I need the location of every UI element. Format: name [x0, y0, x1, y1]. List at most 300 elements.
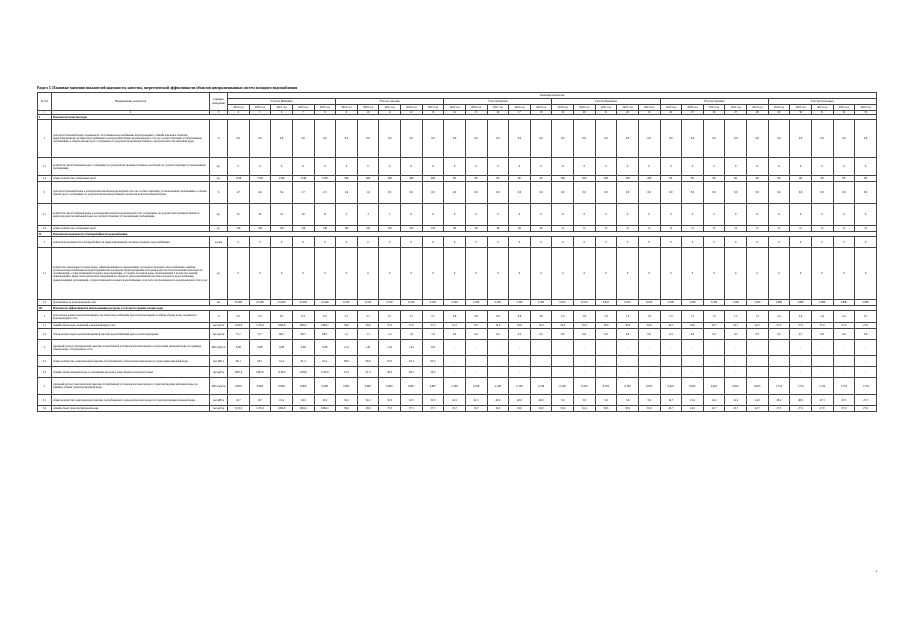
- value-cell: 1,5: [725, 311, 747, 323]
- value-cell: 68: [833, 176, 855, 182]
- indicator-unit: ед.: [210, 176, 228, 182]
- value-cell: 0,0: [703, 120, 725, 158]
- column-number: 25: [682, 111, 704, 115]
- value-cell: 0: [682, 158, 704, 176]
- column-number: 18: [530, 111, 552, 115]
- value-cell: 24,6: [682, 406, 704, 412]
- value-cell: 41,5: [465, 395, 487, 406]
- value-cell: 0,0: [465, 182, 487, 204]
- value-cell: 0,6: [638, 329, 660, 340]
- value-cell: 0,0: [487, 182, 509, 204]
- table-row: [38, 158, 877, 176]
- value-cell: -: [725, 340, 747, 356]
- value-cell: 36: [249, 204, 271, 226]
- table-row: [38, 406, 877, 412]
- value-cell: 1129,0: [292, 367, 314, 378]
- value-cell: -: [747, 367, 769, 378]
- value-cell: 0: [638, 158, 660, 176]
- value-cell: 26,7: [660, 406, 682, 412]
- value-cell: 68: [855, 176, 877, 182]
- header-site: Участок Ореннев: [660, 99, 768, 105]
- value-cell: 0,0: [379, 120, 401, 158]
- value-cell: 0,0: [747, 120, 769, 158]
- value-cell: 0,0: [660, 182, 682, 204]
- value-cell: 19,0: [509, 323, 531, 329]
- value-cell: 3,390: [660, 300, 682, 306]
- header-year: 2020 год: [249, 105, 271, 111]
- row-num: II: [38, 232, 52, 237]
- value-cell: 40,0: [530, 395, 552, 406]
- value-cell: 0,0: [747, 182, 769, 204]
- value-cell: 39,6: [357, 406, 379, 412]
- value-cell: 0,183: [638, 378, 660, 395]
- value-cell: -: [682, 367, 704, 378]
- header-year: 2022 год: [617, 105, 639, 111]
- value-cell: -: [617, 340, 639, 356]
- value-cell: 0,0: [357, 120, 379, 158]
- value-cell: -: [790, 356, 812, 367]
- value-cell: 23,400: [249, 300, 271, 306]
- column-number: 1: [38, 111, 52, 115]
- value-cell: 34,3: [336, 395, 358, 406]
- value-cell: 1094,8: [271, 406, 293, 412]
- value-cell: 19,0: [487, 323, 509, 329]
- indicator-unit: тыс.кВт.ч: [210, 356, 228, 367]
- value-cell: 48,2: [790, 395, 812, 406]
- value-cell: 0,8: [509, 311, 531, 323]
- value-cell: 35: [228, 204, 250, 226]
- value-cell: 6,320: [336, 300, 358, 306]
- header-year: 2019 год: [336, 105, 358, 111]
- table-row: [38, 237, 877, 248]
- value-cell: 80: [725, 176, 747, 182]
- value-cell: 0,867: [357, 378, 379, 395]
- value-cell: 5,9: [574, 395, 596, 406]
- value-cell: -: [530, 367, 552, 378]
- value-cell: 27,0: [855, 323, 877, 329]
- value-cell: 6,3: [271, 311, 293, 323]
- indicator-unit: тыс.куб.м: [210, 323, 228, 329]
- value-cell: 0: [444, 204, 466, 226]
- value-cell: 0,0: [638, 182, 660, 204]
- row-num: 1.1: [38, 248, 52, 300]
- table-row: [38, 367, 877, 378]
- column-number: 27: [725, 111, 747, 115]
- value-cell: 19,7: [465, 323, 487, 329]
- value-cell: 27,0: [855, 406, 877, 412]
- value-cell: 23,400: [292, 300, 314, 306]
- value-cell: 192: [357, 226, 379, 232]
- value-cell: 72: [790, 226, 812, 232]
- value-cell: -: [552, 356, 574, 367]
- value-cell: 48: [465, 226, 487, 232]
- value-cell: 0: [768, 248, 790, 300]
- value-cell: 0: [249, 237, 271, 248]
- indicator-unit: %: [210, 120, 228, 158]
- table-row: [38, 340, 877, 356]
- value-cell: 25: [271, 204, 293, 226]
- value-cell: 0,2: [509, 329, 531, 340]
- header-year: 2023 год: [855, 105, 877, 111]
- value-cell: 0,009: [292, 378, 314, 395]
- value-cell: 1,1: [336, 329, 358, 340]
- value-cell: 6,910: [638, 300, 660, 306]
- header-year: 2022 год: [509, 105, 531, 111]
- value-cell: 10,2: [271, 395, 293, 406]
- value-cell: 41,5: [444, 395, 466, 406]
- value-cell: 23,400: [271, 300, 293, 306]
- value-cell: 0: [401, 158, 423, 176]
- value-cell: 0,0: [552, 120, 574, 158]
- value-cell: 0: [617, 204, 639, 226]
- value-cell: 22,7: [747, 323, 769, 329]
- value-cell: 0: [617, 237, 639, 248]
- indicator-unit: тыс.куб.м: [210, 406, 228, 412]
- value-cell: 27,0: [811, 406, 833, 412]
- header-year: 2023 год: [530, 105, 552, 111]
- value-cell: 0: [487, 237, 509, 248]
- column-number: 33: [855, 111, 877, 115]
- value-cell: 0,0: [768, 182, 790, 204]
- value-cell: 80: [444, 176, 466, 182]
- value-cell: 0: [530, 158, 552, 176]
- value-cell: 0,0: [574, 182, 596, 204]
- value-cell: 27,5: [790, 406, 812, 412]
- value-cell: 80: [747, 176, 769, 182]
- value-cell: 0,88: [249, 340, 271, 356]
- value-cell: 0: [811, 158, 833, 176]
- value-cell: 0: [660, 158, 682, 176]
- value-cell: -: [703, 356, 725, 367]
- value-cell: 68: [790, 176, 812, 182]
- header-year: 2023 год: [422, 105, 444, 111]
- value-cell: 0: [530, 204, 552, 226]
- indicator-unit: ед./км: [210, 237, 228, 248]
- value-cell: 1348: [271, 176, 293, 182]
- value-cell: 0: [638, 204, 660, 226]
- value-cell: 0: [725, 248, 747, 300]
- row-num: 1: [38, 311, 52, 323]
- value-cell: 0,625: [660, 378, 682, 395]
- indicator-name: общий объем транспортируемой воды: [52, 406, 210, 412]
- column-number: 29: [768, 111, 790, 115]
- indicator-unit: тыс.куб.м: [210, 329, 228, 340]
- value-cell: 192: [379, 226, 401, 232]
- value-cell: 37,5: [422, 406, 444, 412]
- column-number: 15: [465, 111, 487, 115]
- value-cell: 30,6: [617, 323, 639, 329]
- column-number: 12: [401, 111, 423, 115]
- value-cell: 30,6: [595, 323, 617, 329]
- value-cell: 192: [336, 226, 358, 232]
- value-cell: -: [444, 356, 466, 367]
- header-year: 2021 год: [379, 105, 401, 111]
- value-cell: 72: [703, 226, 725, 232]
- row-num: 1.2: [38, 329, 52, 340]
- value-cell: 0,6: [833, 329, 855, 340]
- value-cell: 0: [725, 158, 747, 176]
- value-cell: 0,0: [292, 120, 314, 158]
- value-cell: 1348: [249, 176, 271, 182]
- value-cell: 0: [617, 158, 639, 176]
- value-cell: -: [509, 340, 531, 356]
- indicator-name: доля потерь воды в централизованных системах водоснабжения при транспортировке в общем объеме воды, поданной в водопроводную сеть: [52, 311, 210, 323]
- value-cell: 0,0: [509, 120, 531, 158]
- value-cell: 6,3: [249, 311, 271, 323]
- value-cell: 96,1: [228, 356, 250, 367]
- column-number: 4: [228, 111, 250, 115]
- value-cell: 0: [336, 237, 358, 248]
- value-cell: 10,2: [292, 395, 314, 406]
- value-cell: 0,2: [444, 329, 466, 340]
- value-cell: 0: [292, 237, 314, 248]
- value-cell: -: [509, 367, 531, 378]
- value-cell: 2,390: [465, 300, 487, 306]
- value-cell: 93,3: [401, 356, 423, 367]
- value-cell: 0: [487, 248, 509, 300]
- value-cell: 72: [574, 226, 596, 232]
- value-cell: 0,009: [249, 378, 271, 395]
- value-cell: 2,390: [509, 300, 531, 306]
- indicator-unit: ед.: [210, 226, 228, 232]
- value-cell: 1,61: [422, 340, 444, 356]
- indicator-unit: тыс.куб.м: [210, 367, 228, 378]
- header-site: Участок Вишнёвое: [228, 99, 336, 105]
- column-number: 6: [271, 111, 293, 115]
- value-cell: 0,0: [855, 182, 877, 204]
- value-cell: 1,0: [401, 329, 423, 340]
- value-cell: 0: [487, 158, 509, 176]
- value-cell: 0: [747, 237, 769, 248]
- value-cell: 27,0: [833, 406, 855, 412]
- value-cell: 3,390: [703, 300, 725, 306]
- value-cell: 0: [811, 248, 833, 300]
- header-year: 2021 год: [271, 105, 293, 111]
- value-cell: 0,88: [292, 340, 314, 356]
- indicator-name: общее количество электрической энергии, потребляемой в технологическом процессе подготовки питьевой воды: [52, 356, 210, 367]
- row-num: 1.1: [38, 158, 52, 176]
- value-cell: 1,0: [422, 329, 444, 340]
- value-cell: -: [638, 356, 660, 367]
- value-cell: 1,9: [617, 311, 639, 323]
- value-cell: 37,5: [401, 406, 423, 412]
- value-cell: -: [444, 340, 466, 356]
- value-cell: 19,0: [530, 406, 552, 412]
- value-cell: 19,7: [444, 323, 466, 329]
- column-number: 11: [379, 111, 401, 115]
- header-name: Наименование показателя: [52, 93, 210, 111]
- value-cell: -: [811, 340, 833, 356]
- value-cell: 0: [855, 158, 877, 176]
- header-year: 2019 год: [228, 105, 250, 111]
- value-cell: 68,5: [292, 329, 314, 340]
- value-cell: 19,0: [509, 406, 531, 412]
- value-cell: 0: [509, 237, 531, 248]
- value-cell: -: [833, 367, 855, 378]
- row-num: 1: [38, 120, 52, 158]
- value-cell: 2,5: [855, 311, 877, 323]
- header-year: 2023 год: [747, 105, 769, 111]
- value-cell: 0,0: [703, 182, 725, 204]
- value-cell: 93,3: [422, 356, 444, 367]
- value-cell: -: [595, 356, 617, 367]
- value-cell: 0,0: [725, 120, 747, 158]
- value-cell: 1,754: [768, 378, 790, 395]
- column-number: 23: [638, 111, 660, 115]
- value-cell: -: [574, 367, 596, 378]
- value-cell: 0: [574, 158, 596, 176]
- value-cell: 0: [790, 237, 812, 248]
- value-cell: 0,625: [682, 378, 704, 395]
- value-cell: 72: [855, 226, 877, 232]
- value-cell: 37,5: [379, 323, 401, 329]
- value-cell: 0: [509, 158, 531, 176]
- value-cell: 68: [811, 176, 833, 182]
- row-num: 1: [38, 237, 52, 248]
- indicator-name: показатель надежности и бесперебойности централизованной системы холодного водоснабжения: [52, 237, 210, 248]
- row-num: 1.2: [38, 300, 52, 306]
- value-cell: 0: [422, 237, 444, 248]
- section-name: Показатели эффективности использования ресурсов, в том числе уровень потерь воды: [52, 306, 877, 311]
- value-cell: 68: [768, 176, 790, 182]
- column-number: 26: [703, 111, 725, 115]
- row-num: 2: [38, 340, 52, 356]
- value-cell: 39,6: [336, 406, 358, 412]
- value-cell: 469: [336, 176, 358, 182]
- value-cell: -: [487, 356, 509, 367]
- value-cell: 2,4: [768, 311, 790, 323]
- value-cell: 32,6: [552, 323, 574, 329]
- value-cell: 0: [336, 248, 358, 300]
- value-cell: 0,625: [747, 378, 769, 395]
- value-cell: -: [855, 356, 877, 367]
- value-cell: 0: [747, 158, 769, 176]
- value-cell: 0: [552, 237, 574, 248]
- value-cell: 93,3: [379, 356, 401, 367]
- value-cell: 0: [271, 158, 293, 176]
- indicator-name: доля проб питьевой воды в распределительной водопроводной сети, не соответствующих установленным требованиям, в общем объеме проб, отобранных по результатам производственного контроля качества питьевой воды: [52, 182, 210, 204]
- header-year: 2021 год: [595, 105, 617, 111]
- value-cell: 0: [228, 158, 250, 176]
- column-number: 28: [747, 111, 769, 115]
- value-cell: 192: [401, 226, 423, 232]
- value-cell: 0,0: [552, 182, 574, 204]
- value-cell: 0,183: [595, 378, 617, 395]
- value-cell: 72: [811, 226, 833, 232]
- value-cell: 1084,1: [314, 406, 336, 412]
- value-cell: 0: [444, 248, 466, 300]
- value-cell: 0,0: [725, 182, 747, 204]
- value-cell: 23,400: [314, 300, 336, 306]
- value-cell: 72: [682, 226, 704, 232]
- value-cell: 746: [271, 226, 293, 232]
- value-cell: 0,0: [530, 182, 552, 204]
- value-cell: 0: [682, 204, 704, 226]
- value-cell: 6,320: [379, 300, 401, 306]
- value-cell: 1094,1: [292, 406, 314, 412]
- value-cell: 1,5: [703, 311, 725, 323]
- value-cell: 72: [660, 226, 682, 232]
- header-year: 2022 год: [833, 105, 855, 111]
- value-cell: 0,0: [811, 182, 833, 204]
- value-cell: 0: [465, 237, 487, 248]
- value-cell: 1135,9: [249, 406, 271, 412]
- value-cell: 0,0: [444, 120, 466, 158]
- header-year: 2019 год: [660, 105, 682, 111]
- value-cell: 0: [811, 237, 833, 248]
- header-year: 2020 год: [682, 105, 704, 111]
- value-cell: 19,7: [465, 406, 487, 412]
- value-cell: -: [725, 367, 747, 378]
- indicator-unit: %: [210, 311, 228, 323]
- value-cell: -: [768, 356, 790, 367]
- value-cell: -: [530, 356, 552, 367]
- value-cell: 200: [574, 176, 596, 182]
- value-cell: 71,7: [228, 329, 250, 340]
- value-cell: 0: [833, 204, 855, 226]
- value-cell: 0,0: [855, 120, 877, 158]
- column-number: 7: [292, 111, 314, 115]
- table-row: [38, 204, 877, 226]
- value-cell: 37,5: [422, 323, 444, 329]
- value-cell: 0: [638, 248, 660, 300]
- column-number: 32: [833, 111, 855, 115]
- value-cell: -: [530, 340, 552, 356]
- value-cell: 0,2: [465, 329, 487, 340]
- page-number: 4: [875, 569, 877, 573]
- value-cell: 2,880: [855, 300, 877, 306]
- value-cell: 1,9: [595, 311, 617, 323]
- value-cell: 0: [552, 248, 574, 300]
- value-cell: -: [855, 367, 877, 378]
- indicator-name: количество перерывов в подаче воды, зафиксированных в определенных договором холодного водоснабжения, единым договором водоснабжения и водоотведения или договором транспортировки холодной воды местах исполнения обязательств организацией, осуществляющей холодное водоснабжение, по подаче холодной воды, произошедших в результате аварий, повреждений и иных технологических нарушений на объектах централизованной системы холодного водоснабжения, принадлежащих организации, осуществляющей холодное водоснабжение, в расчете на протяженность водопроводной сети в год: [52, 248, 210, 300]
- value-cell: 0: [249, 248, 271, 300]
- value-cell: 37,5: [401, 323, 423, 329]
- value-cell: 0,0: [444, 182, 466, 204]
- column-number: 10: [357, 111, 379, 115]
- value-cell: -: [833, 340, 855, 356]
- value-cell: 0,009: [271, 378, 293, 395]
- value-cell: 6,910: [552, 300, 574, 306]
- indicator-unit: ед.: [210, 204, 228, 226]
- value-cell: 0,009: [228, 378, 250, 395]
- value-cell: 80: [530, 176, 552, 182]
- indicator-unit: км: [210, 300, 228, 306]
- header-site: Участок Пащерё: [444, 99, 552, 105]
- value-cell: 6,320: [357, 300, 379, 306]
- value-cell: 0: [401, 204, 423, 226]
- row-num: 1.1: [38, 323, 52, 329]
- value-cell: 5,6: [595, 395, 617, 406]
- value-cell: 1,5: [660, 311, 682, 323]
- value-cell: 1,61: [401, 340, 423, 356]
- table-row: [38, 182, 877, 204]
- table-row: [38, 120, 877, 158]
- value-cell: 746: [292, 226, 314, 232]
- value-cell: 0: [768, 204, 790, 226]
- value-cell: 19,0: [530, 323, 552, 329]
- value-cell: 20: [292, 204, 314, 226]
- value-cell: 41,3: [336, 367, 358, 378]
- value-cell: 2,7: [336, 311, 358, 323]
- header-year: 2019 год: [552, 105, 574, 111]
- value-cell: 0,7: [790, 329, 812, 340]
- value-cell: 0,0: [401, 120, 423, 158]
- value-cell: 40,0: [509, 395, 531, 406]
- value-cell: 0,0: [617, 120, 639, 158]
- value-cell: 72: [725, 226, 747, 232]
- value-cell: 1,9: [638, 311, 660, 323]
